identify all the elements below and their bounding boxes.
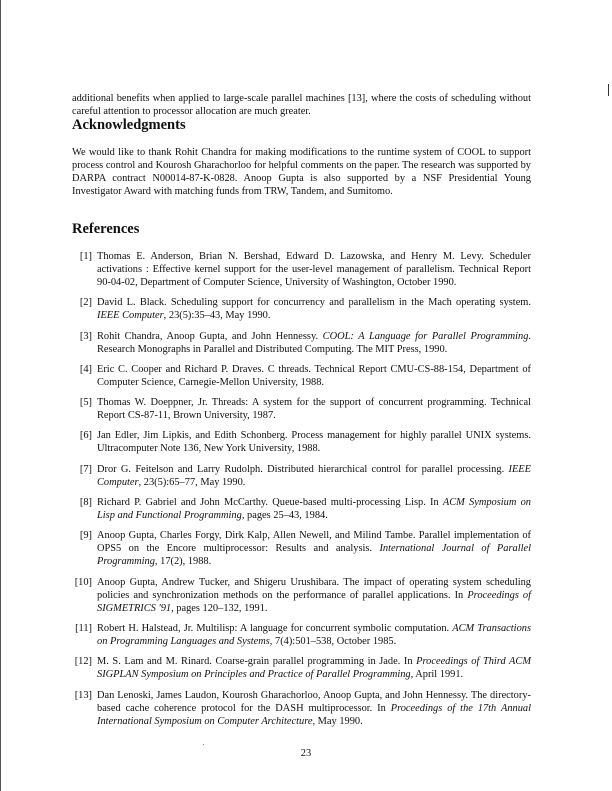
reference-number: [7] — [79, 463, 92, 475]
reference-number: [12] — [74, 656, 92, 668]
reference-text: Dan Lenoski, James Laudon, Kourosh Gharachorloo, Anoop Gupta, and John Hennessy. The directory-based cache coherence protocol for the DASH multiprocessor. In — [97, 689, 531, 714]
reference-number: [3] — [79, 330, 92, 342]
reference-item — [72, 529, 531, 568]
reference-number: [9] — [79, 530, 92, 542]
reference-venue: Proceedings of SIGMETRICS '91 — [97, 589, 531, 614]
reference-number: [10] — [74, 576, 92, 588]
reference-item — [72, 655, 531, 681]
reference-text: Dror G. Feitelson and Larry Rudolph. Distributed hierarchical control for parallel processing. — [97, 463, 509, 475]
acknowledgments-heading: Acknowledgments — [72, 117, 186, 133]
reference-number: [4] — [79, 363, 92, 375]
reference-text-tail: , pages 120–132, 1991. — [171, 602, 268, 614]
reference-venue: COOL: A Language for Parallel Programming — [322, 330, 529, 342]
reference-venue: ACM Transactions on Programming Languages and Systems — [97, 622, 532, 647]
reference-text: David L. Black. Scheduling support for concurrency and parallelism in the Mach operating system. — [97, 297, 531, 309]
reference-text-tail: , 7(4):501–538, October 1985. — [269, 635, 397, 647]
reference-text: Anoop Gupta, Charles Forgy, Dirk Kalp, Allen Newell, and Milind Tambe. Parallel implementation of OPS5 on the Encore multiprocessor: Results and analysis. — [97, 530, 531, 555]
reference-text: Jan Edler, Jim Lipkis, and Edith Schonberg. Process management for highly parallel UNIX systems. Ultracomputer Note 136, New York University, 1988. — [97, 430, 531, 455]
reference-venue: Proceedings of Third ACM SIGPLAN Symposium on Principles and Practice of Parallel Programming — [97, 656, 531, 681]
reference-text: M. S. Lam and M. Rinard. Coarse-grain parallel programming in Jade. In — [97, 656, 417, 668]
reference-number: [11] — [75, 622, 92, 634]
reference-text: Anoop Gupta, Andrew Tucker, and Shigeru Urushibara. The impact of operating system scheduling policies and synchronization methods on the performance of parallel applications. In — [97, 576, 531, 601]
reference-item — [72, 463, 531, 489]
reference-item — [72, 363, 531, 389]
reference-item — [72, 296, 531, 322]
reference-number: [6] — [79, 430, 92, 442]
reference-text-tail: , 17(2), 1988. — [154, 556, 212, 568]
reference-text: Richard P. Gabriel and John McCarthy. Queue-based multi-processing Lisp. In — [97, 497, 443, 509]
page-number: 23 — [300, 748, 312, 759]
reference-text-tail: , 23(5):35–43, May 1990. — [163, 310, 271, 322]
reference-list — [72, 250, 531, 735]
reference-text: Eric C. Cooper and Richard P. Draves. C threads. Technical Report CMU-CS-88-154, Department of Computer Science, Carnegie-Mellon University, 1988. — [97, 363, 531, 388]
reference-venue: Proceedings of the 17th Annual International Symposium on Computer Architecture — [97, 702, 531, 727]
reference-item — [72, 330, 531, 356]
reference-venue: IEEE Computer — [97, 463, 531, 488]
page-edge — [0, 0, 1, 791]
acknowledgments-paragraph: We would like to thank Rohit Chandra for making modifications to the runtime system of COOL to support process control and Kourosh Gharachorloo for helpful comments on the paper. The research was supported by DARPA contract N00014-87-K-0828. Anoop Gupta is also supported by a NSF Presidential Young Investigator Award with matching funds from TRW, Tandem, and Sumitomo. — [72, 147, 531, 197]
reference-text-tail: , 23(5):65–77, May 1990. — [138, 476, 246, 488]
reference-number: [13] — [74, 689, 92, 701]
reference-item — [72, 689, 531, 728]
reference-venue: ACM Symposium on Lisp and Functional Programming — [97, 497, 531, 522]
reference-item — [72, 576, 531, 615]
reference-text-tail: , May 1990. — [312, 715, 363, 727]
page-edge-mark — [608, 84, 609, 96]
reference-item — [72, 496, 531, 522]
reference-text: Rohit Chandra, Anoop Gupta, and John Hennessy. — [97, 330, 323, 342]
reference-item — [72, 429, 531, 455]
references-heading: References — [72, 221, 140, 237]
reference-text-tail: , pages 25–43, 1984. — [241, 510, 328, 522]
reference-venue: International Journal of Parallel Programming — [97, 543, 531, 568]
reference-item — [72, 622, 531, 648]
reference-text-tail: . Research Monographs in Parallel and Distributed Computing. The MIT Press, 1990. — [97, 330, 531, 355]
reference-number: [5] — [79, 397, 92, 409]
reference-text: Thomas W. Doeppner, Jr. Threads: A system for the support of concurrent programming. Technical Report CS-87-11, Brown University, 1987. — [97, 397, 531, 422]
reference-text-tail: , April 1991. — [410, 669, 464, 681]
reference-venue: IEEE Computer — [97, 310, 164, 322]
reference-item — [72, 250, 531, 289]
reference-number: [2] — [79, 297, 92, 309]
reference-number: [1] — [79, 251, 92, 262]
intro-paragraph: additional benefits when applied to large-scale parallel machines [13], where the costs of scheduling without careful attention to processor allocation are much greater. — [72, 93, 531, 117]
reference-text: Thomas E. Anderson, Brian N. Bershad, Edward D. Lazowska, and Henry M. Levy. Scheduler activations : Effective kernel support for the user-level management of parallelism. Technical Report 90-04-02, Department of Computer Science, University of Washington, October 1990. — [97, 251, 531, 288]
reference-number: [8] — [79, 497, 92, 509]
reference-item — [72, 396, 531, 422]
speck — [203, 744, 204, 745]
reference-text: Robert H. Halstead, Jr. Multilisp: A language for concurrent symbolic computation. — [97, 622, 453, 634]
